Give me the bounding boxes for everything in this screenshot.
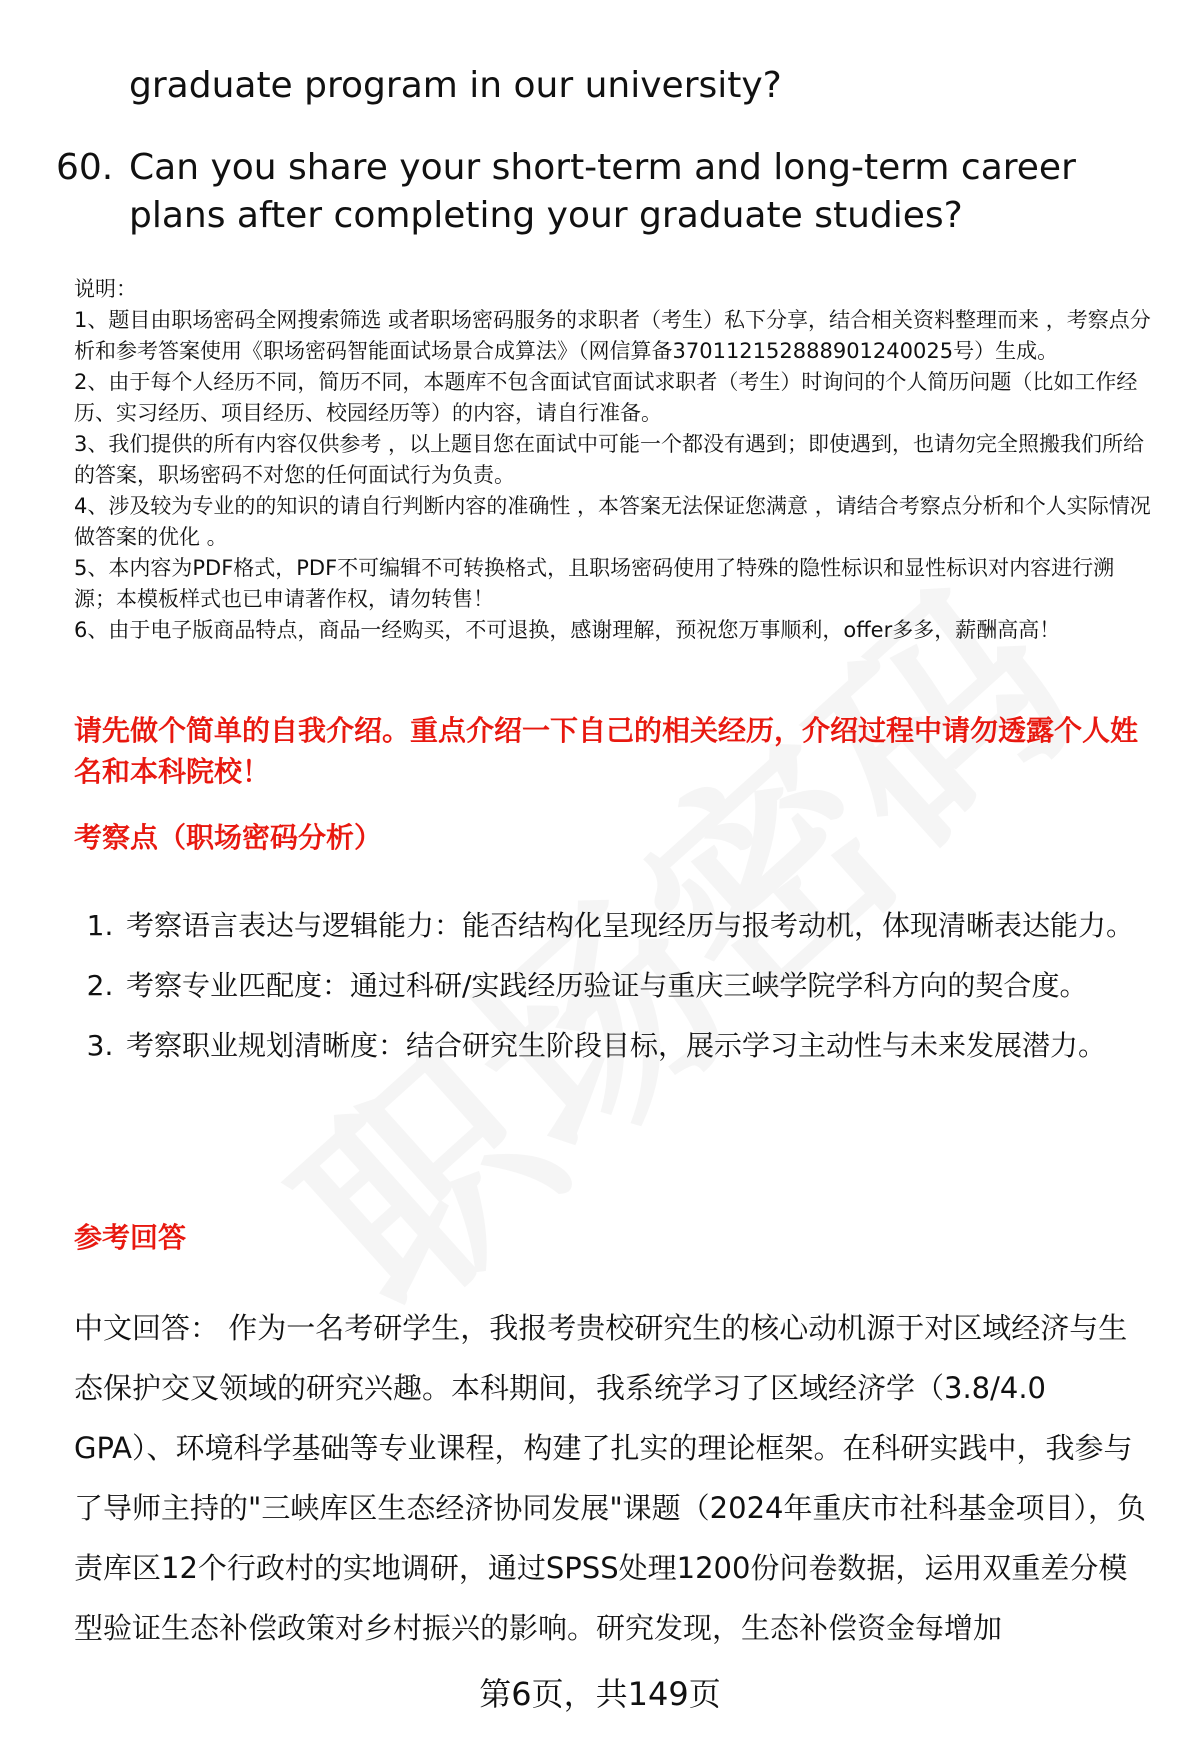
answer-heading: 参考回答 [74,1221,187,1254]
answer-text: 中文回答： 作为一名考研学生，我报考贵校研究生的核心动机源于对区域经济与生态保护交叉领域的研究兴趣。本科期间，我系统学习了区域经济学（3.8/4.0 GPA）、环境科学基础等专业课程，构建了扎实的理论框架。在科研实践中，我参与了导师主持的"三峡库区生态经济协同发展"课题（2024年重庆市社科基金项目），负责库区12个行政村的实地调研，通过SPSS处理1200份问卷数据，运用双重差分模型验证生态补偿政策对乡村振兴的影响。研究发现，生态补偿资金每增加 [74,1311,1146,1645]
analysis-point [74,1016,1154,1076]
notes-item: 4、涉及较为专业的的知识的请自行判断内容的准确性 ，本答案无法保证您满意 ，请结合考察点分析和个人实际情况做答案的优化 。 [74,494,1151,549]
question-continuation: graduate program in our university? [129,65,782,106]
point-text: 考察语言表达与逻辑能力：能否结构化呈现经历与报考动机，体现清晰表达能力。 [126,909,1135,942]
point-number: 2. [86,969,114,1002]
point-text: 考察职业规划清晰度：结合研究生阶段目标，展示学习主动性与未来发展潜力。 [126,1029,1107,1062]
point-text: 考察专业匹配度：通过科研/实践经历验证与重庆三峡学院学科方向的契合度。 [126,969,1088,1002]
page-number: 第6页，共149页 [479,1675,721,1713]
question-text: Can you share your short-term and long-term career plans after completing your graduate studies? [129,147,1076,236]
point-number: 3. [86,1029,114,1062]
analysis-point [74,956,1154,1016]
notes-title: 说明： [74,277,137,301]
analysis-point [74,896,1154,956]
interview-question-heading: 请先做个简单的自我介绍。重点介绍一下自己的相关经历，介绍过程中请勿透露个人姓名和本科院校！ [74,714,1139,788]
notes-item: 5、本内容为PDF格式，PDF不可编辑不可转换格式，且职场密码使用了特殊的隐性标识和显性标识对内容进行溯源；本模板样式也已申请著作权，请勿转售！ [74,556,1115,611]
question-number: 60. [56,147,114,188]
analysis-heading: 考察点（职场密码分析） [74,821,383,854]
notes-item: 1、题目由职场密码全网搜索筛选 或者职场密码服务的求职者（考生）私下分享，结合相关资料整理而来 ，考察点分析和参考答案使用《职场密码智能面试场景合成算法》（网信算备370112152888901240025号）生成。 [74,308,1151,363]
notes-item: 2、由于每个人经历不同，简历不同，本题库不包含面试官面试求职者（考生）时询问的个人简历问题（比如工作经历、实习经历、项目经历、校园经历等）的内容，请自行准备。 [74,370,1138,425]
analysis-points-list [74,896,1154,1076]
notes-item: 3、我们提供的所有内容仅供参考 ，以上题目您在面试中可能一个都没有遇到；即使遇到，也请勿完全照搬我们所给的答案，职场密码不对您的任何面试行为负责。 [74,432,1145,487]
notes-section [74,274,1154,646]
notes-item: 6、由于电子版商品特点，商品一经购买，不可退换，感谢理解，预祝您万事顺利，offer多多，薪酬高高！ [74,618,1061,642]
point-number: 1. [86,909,114,942]
question-item [56,144,1144,240]
